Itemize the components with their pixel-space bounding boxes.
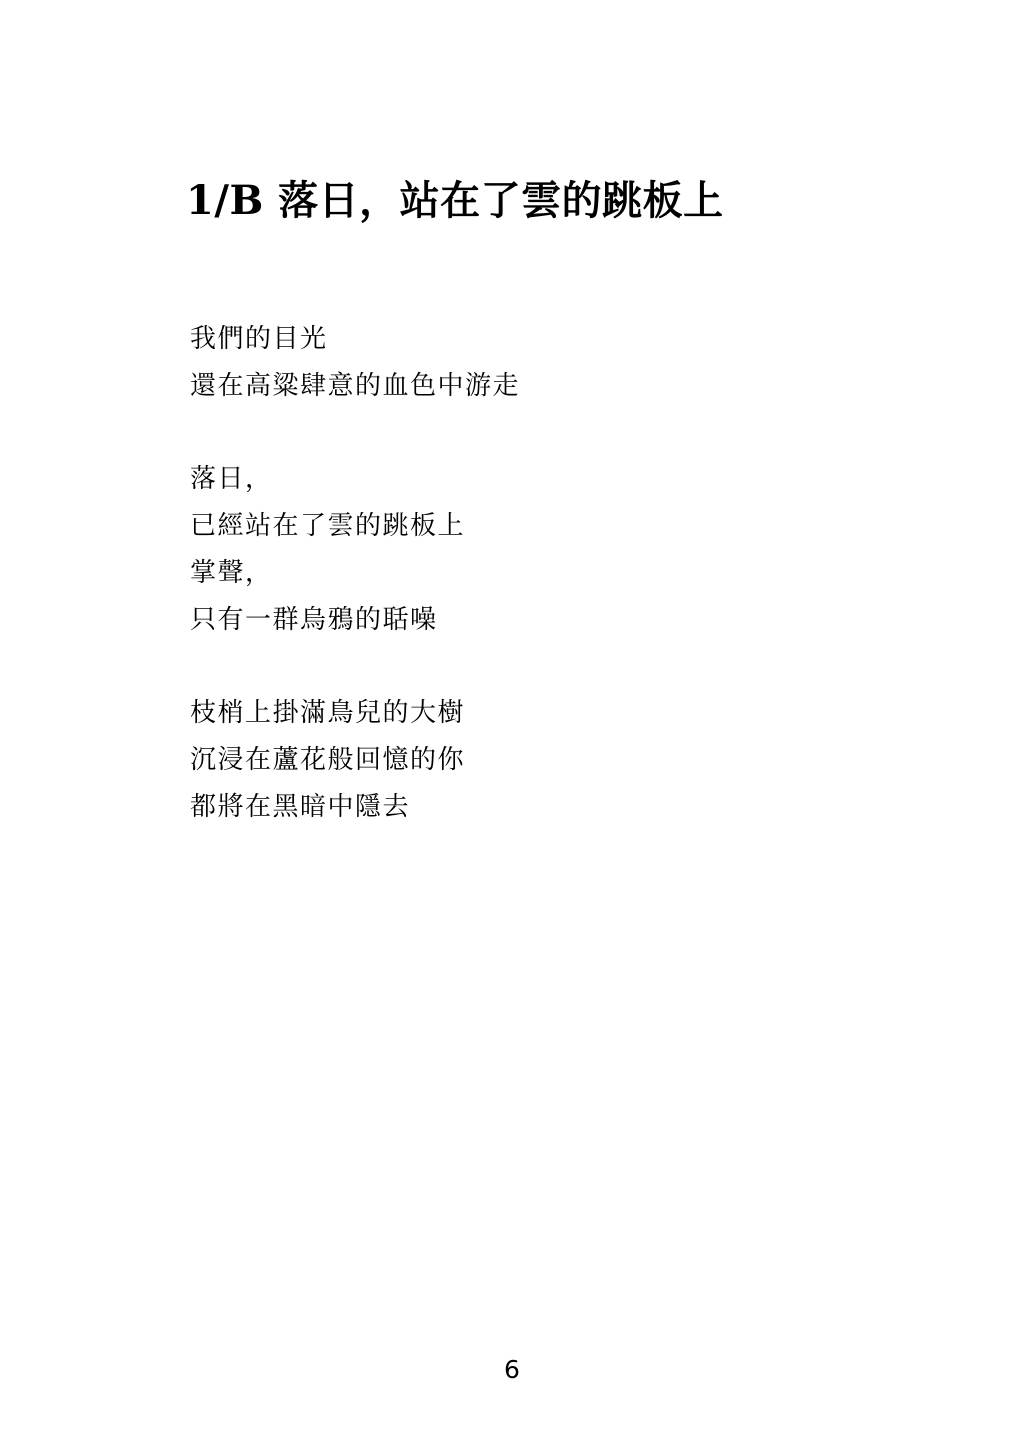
poem-line: 都將在黑暗中隱去 [190, 792, 411, 822]
stanza [190, 316, 890, 410]
poem-body [190, 316, 890, 831]
poem-line: 只有一群烏鴉的聒噪 [190, 605, 438, 635]
poem-line: 掌聲， [190, 558, 273, 588]
stanza [190, 690, 890, 831]
page-title: 1/B 落日，站在了雲的跳板上 [186, 176, 724, 224]
poem-line: 還在高粱肆意的血色中游走 [190, 371, 521, 401]
poem-line: 落日， [190, 464, 273, 494]
poem-line: 已經站在了雲的跳板上 [190, 511, 466, 541]
poem-line: 枝梢上掛滿鳥兒的大樹 [190, 698, 466, 728]
stanza [190, 456, 890, 644]
poem-line: 我們的目光 [190, 324, 328, 354]
poem-line: 沉浸在蘆花般回憶的你 [190, 745, 466, 775]
page-number: 6 [504, 1355, 520, 1384]
